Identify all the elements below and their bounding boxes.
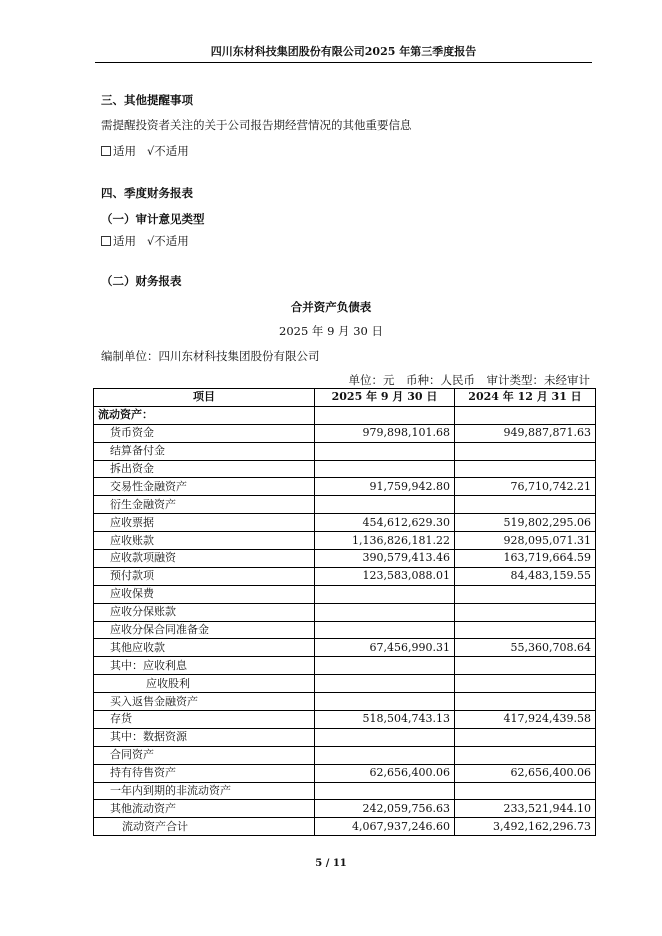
audit-opinion-options: [101, 233, 189, 249]
prior-value: 3,492,162,296.73: [455, 818, 596, 836]
unit-line: 单位：元 币种：人民币 审计类型：未经审计: [348, 373, 590, 387]
current-value: [315, 728, 455, 746]
row-label: 货币资金: [94, 424, 315, 442]
prior-value: 519,802,295.06: [455, 514, 596, 532]
row-label: 应收票据: [94, 514, 315, 532]
prior-value: 417,924,439.58: [455, 711, 596, 729]
table-row: [94, 406, 596, 424]
current-value: 4,067,937,246.60: [315, 818, 455, 836]
current-value: [315, 693, 455, 711]
section3-description: 需提醒投资者关注的关于公司报告期经营情况的其他重要信息: [101, 118, 412, 132]
prior-value: [455, 746, 596, 764]
prior-value: 84,483,159.55: [455, 567, 596, 585]
column-header: 项目: [94, 389, 315, 407]
row-label: 预付款项: [94, 567, 315, 585]
current-value: 67,456,990.31: [315, 639, 455, 657]
row-label: 拆出资金: [94, 460, 315, 478]
row-label: 应收分保合同准备金: [94, 621, 315, 639]
current-value: [315, 460, 455, 478]
current-value: 454,612,629.30: [315, 514, 455, 532]
statement-title: 合并资产负债表: [290, 300, 372, 314]
table-row: [94, 442, 596, 460]
table-row: [94, 639, 596, 657]
table-row: [94, 585, 596, 603]
current-value: [315, 496, 455, 514]
report-header: 四川东材科技集团股份有限公司2025 年第三季度报告: [95, 43, 592, 63]
row-label: 应收款项融资: [94, 550, 315, 568]
applicable-label: 适用: [113, 144, 136, 158]
column-header: 2024 年 12 月 31 日: [455, 389, 596, 407]
unchecked-box-icon: [101, 146, 111, 156]
row-label: 衍生金融资产: [94, 496, 315, 514]
row-label: 其中：应收利息: [94, 657, 315, 675]
table-row: [94, 567, 596, 585]
row-label: 其中：数据资源: [94, 728, 315, 746]
table-row: [94, 496, 596, 514]
current-value: 91,759,942.80: [315, 478, 455, 496]
current-value: [315, 621, 455, 639]
section4-heading: 四、季度财务报表: [101, 186, 193, 200]
row-label: 结算备付金: [94, 442, 315, 460]
prior-value: [455, 442, 596, 460]
row-label: 买入返售金融资产: [94, 693, 315, 711]
row-label: 应收账款: [94, 532, 315, 550]
table-header-row: [94, 389, 596, 407]
current-value: 62,656,400.06: [315, 764, 455, 782]
prior-value: 55,360,708.64: [455, 639, 596, 657]
row-label: 应收保费: [94, 585, 315, 603]
current-value: 390,579,413.46: [315, 550, 455, 568]
current-value: [315, 782, 455, 800]
not-applicable-label: √不适用: [146, 234, 189, 248]
current-value: [315, 603, 455, 621]
current-value: [315, 746, 455, 764]
prior-value: 928,095,071.31: [455, 532, 596, 550]
current-value: [315, 406, 455, 424]
page-number: 5 / 11: [315, 858, 347, 869]
current-value: 123,583,088.01: [315, 567, 455, 585]
section3-heading: 三、其他提醒事项: [101, 93, 193, 107]
current-value: [315, 585, 455, 603]
table-row: [94, 621, 596, 639]
current-value: 242,059,756.63: [315, 800, 455, 818]
current-value: [315, 442, 455, 460]
table-row: [94, 603, 596, 621]
current-value: 979,898,101.68: [315, 424, 455, 442]
row-label: 交易性金融资产: [94, 478, 315, 496]
table-row: [94, 693, 596, 711]
prior-value: [455, 675, 596, 693]
unchecked-box-icon: [101, 236, 111, 246]
applicable-label: 适用: [113, 234, 136, 248]
prior-value: [455, 782, 596, 800]
table-row: [94, 782, 596, 800]
prior-value: [455, 657, 596, 675]
prior-value: 949,887,871.63: [455, 424, 596, 442]
row-label: 其他应收款: [94, 639, 315, 657]
table-row: [94, 764, 596, 782]
table-row: [94, 478, 596, 496]
table-row-total: [94, 818, 596, 836]
row-label: 存货: [94, 711, 315, 729]
row-label: 流动资产合计: [94, 818, 315, 836]
statement-date: 2025 年 9 月 30 日: [279, 324, 383, 338]
current-value: [315, 657, 455, 675]
row-label: 应收分保账款: [94, 603, 315, 621]
current-value: 518,504,743.13: [315, 711, 455, 729]
row-label: 合同资产: [94, 746, 315, 764]
prior-value: [455, 621, 596, 639]
table-row: [94, 800, 596, 818]
row-label: 一年内到期的非流动资产: [94, 782, 315, 800]
prior-value: [455, 496, 596, 514]
table-row: [94, 550, 596, 568]
column-header: 2025 年 9 月 30 日: [315, 389, 455, 407]
financial-statements-heading: （二）财务报表: [101, 274, 182, 288]
row-label: 应收股利: [94, 675, 315, 693]
balance-sheet-table: [93, 388, 596, 836]
row-label: 持有待售资产: [94, 764, 315, 782]
prior-value: [455, 693, 596, 711]
table-row: [94, 746, 596, 764]
table-row: [94, 728, 596, 746]
prior-value: 62,656,400.06: [455, 764, 596, 782]
prior-value: 233,521,944.10: [455, 800, 596, 818]
table-row: [94, 460, 596, 478]
prior-value: 163,719,664.59: [455, 550, 596, 568]
current-value: [315, 675, 455, 693]
prior-value: [455, 728, 596, 746]
prior-value: [455, 406, 596, 424]
current-value: 1,136,826,181.22: [315, 532, 455, 550]
prior-value: [455, 460, 596, 478]
table-row: [94, 711, 596, 729]
table-row: [94, 657, 596, 675]
row-label: 流动资产：: [94, 406, 315, 424]
table-row: [94, 514, 596, 532]
section3-options: [101, 143, 189, 159]
preparer: 编制单位：四川东材科技集团股份有限公司: [101, 349, 320, 363]
table-row: [94, 532, 596, 550]
prior-value: [455, 585, 596, 603]
row-label: 其他流动资产: [94, 800, 315, 818]
table-row: [94, 675, 596, 693]
prior-value: 76,710,742.21: [455, 478, 596, 496]
table-row: [94, 424, 596, 442]
not-applicable-label: √不适用: [146, 144, 189, 158]
prior-value: [455, 603, 596, 621]
audit-opinion-heading: （一）审计意见类型: [101, 212, 205, 226]
